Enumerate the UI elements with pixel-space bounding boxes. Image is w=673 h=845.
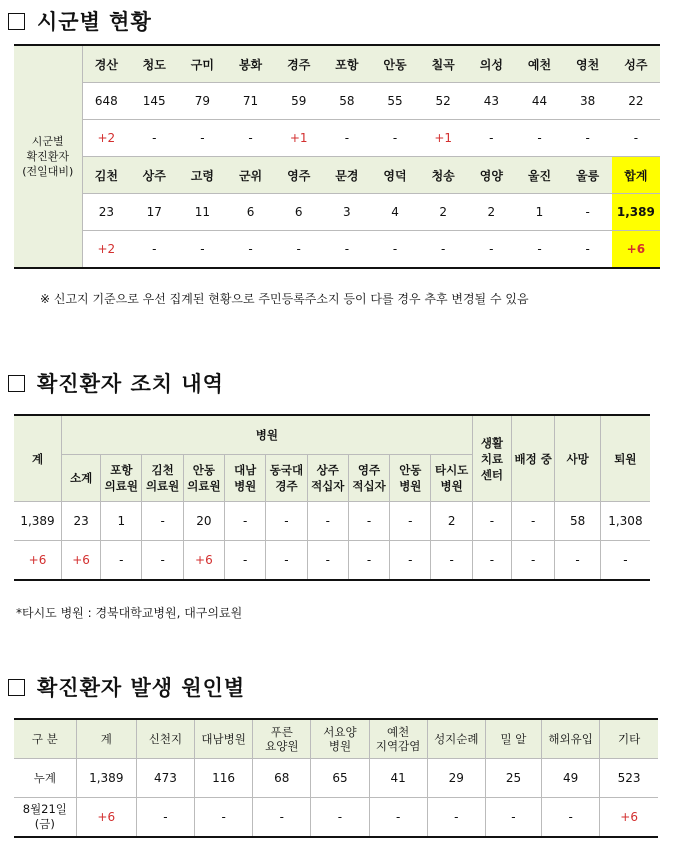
data-cell: - xyxy=(600,541,650,581)
city-count-cell: 55 xyxy=(371,83,419,120)
checkbox-square-icon xyxy=(8,13,25,30)
table-row xyxy=(14,83,660,120)
patient-measures-table xyxy=(14,414,650,581)
header-cell: 신천지 xyxy=(136,719,194,759)
city-count-cell: 52 xyxy=(419,83,467,120)
header-total: 계 xyxy=(14,415,61,502)
city-count-cell: 1 xyxy=(515,194,563,231)
table-row xyxy=(14,157,660,194)
city-count-cell: 145 xyxy=(130,83,178,120)
city-name-cell: 울진 xyxy=(515,157,563,194)
data-cell: - xyxy=(512,502,555,541)
city-change-cell: +6 xyxy=(612,231,660,269)
data-cell: 1,389 xyxy=(76,759,136,798)
data-cell: - xyxy=(311,798,369,838)
city-name-cell: 김천 xyxy=(82,157,130,194)
header-hospital-sub: 안동 병원 xyxy=(390,455,431,502)
data-cell: +6 xyxy=(76,798,136,838)
data-cell: - xyxy=(307,502,348,541)
city-name-cell: 영천 xyxy=(564,45,612,83)
header-hospital-sub: 대남 병원 xyxy=(225,455,266,502)
header-cell: 예천 지역감염 xyxy=(369,719,427,759)
city-count-cell: 11 xyxy=(178,194,226,231)
city-count-cell: 2 xyxy=(419,194,467,231)
header-hospital-sub: 상주 적십자 xyxy=(307,455,348,502)
data-cell: - xyxy=(390,541,431,581)
city-change-cell: - xyxy=(371,231,419,269)
data-cell: - xyxy=(369,798,427,838)
city-name-cell: 고령 xyxy=(178,157,226,194)
city-name-cell: 영양 xyxy=(467,157,515,194)
city-count-cell: 43 xyxy=(467,83,515,120)
data-cell: 58 xyxy=(555,502,600,541)
city-count-cell: 17 xyxy=(130,194,178,231)
city-count-cell: 4 xyxy=(371,194,419,231)
city-name-cell: 군위 xyxy=(226,157,274,194)
city-name-cell: 포항 xyxy=(323,45,371,83)
city-change-cell: - xyxy=(178,231,226,269)
data-cell: - xyxy=(195,798,253,838)
data-cell: - xyxy=(266,502,307,541)
header-cell: 밀 알 xyxy=(485,719,541,759)
city-change-cell: - xyxy=(323,120,371,157)
city-change-cell: - xyxy=(564,231,612,269)
city-count-cell: 6 xyxy=(226,194,274,231)
city-change-cell: - xyxy=(515,231,563,269)
city-name-cell: 칠곡 xyxy=(419,45,467,83)
data-cell: 49 xyxy=(542,759,600,798)
table-row xyxy=(14,231,660,269)
city-change-cell: +2 xyxy=(82,231,130,269)
city-name-cell: 봉화 xyxy=(226,45,274,83)
section1-note: ※ 신고지 기준으로 우선 집계된 현황으로 주민등록주소지 등이 다를 경우 추후 변경될 수 있음 xyxy=(40,292,529,306)
city-name-cell: 영주 xyxy=(275,157,323,194)
data-cell: - xyxy=(472,502,511,541)
city-name-cell: 청송 xyxy=(419,157,467,194)
section2-title: 확진환자 조치 내역 xyxy=(8,368,224,398)
section1-title: 시군별 현황 xyxy=(8,6,152,36)
data-cell: - xyxy=(225,541,266,581)
header-cell: 서요양 병원 xyxy=(311,719,369,759)
city-change-cell: - xyxy=(226,120,274,157)
row-label-cell: 누계 xyxy=(14,759,76,798)
city-count-cell: 59 xyxy=(275,83,323,120)
header-row xyxy=(14,415,650,455)
city-name-cell: 청도 xyxy=(130,45,178,83)
data-cell: 116 xyxy=(195,759,253,798)
data-cell: - xyxy=(253,798,311,838)
table-row xyxy=(14,45,660,83)
data-cell: - xyxy=(542,798,600,838)
city-count-cell: 44 xyxy=(515,83,563,120)
city-change-cell: - xyxy=(130,120,178,157)
header-hospital-sub: 포항 의료원 xyxy=(101,455,142,502)
data-cell: - xyxy=(266,541,307,581)
data-cell: - xyxy=(348,541,389,581)
city-change-cell: - xyxy=(226,231,274,269)
city-change-cell: - xyxy=(323,231,371,269)
city-change-cell: - xyxy=(467,120,515,157)
header-cell: 성지순례 xyxy=(427,719,485,759)
data-cell: - xyxy=(142,541,183,581)
data-cell: - xyxy=(225,502,266,541)
table-row xyxy=(14,759,658,798)
city-name-cell: 안동 xyxy=(371,45,419,83)
data-cell: 41 xyxy=(369,759,427,798)
city-count-cell: 79 xyxy=(178,83,226,120)
data-cell: 473 xyxy=(136,759,194,798)
city-change-cell: +2 xyxy=(82,120,130,157)
city-name-cell: 성주 xyxy=(612,45,660,83)
data-cell: +6 xyxy=(14,541,61,581)
city-count-cell: 71 xyxy=(226,83,274,120)
city-name-cell: 문경 xyxy=(323,157,371,194)
city-count-cell: 38 xyxy=(564,83,612,120)
side-label: 시군별 확진환자 (전일대비) xyxy=(14,45,82,268)
city-count-cell: 22 xyxy=(612,83,660,120)
city-change-cell: - xyxy=(564,120,612,157)
header-discharge: 퇴원 xyxy=(600,415,650,502)
city-change-cell: - xyxy=(371,120,419,157)
data-cell: 2 xyxy=(431,502,472,541)
city-status-table xyxy=(14,44,660,269)
data-cell: 1 xyxy=(101,502,142,541)
city-change-cell: - xyxy=(130,231,178,269)
table-row xyxy=(14,798,658,838)
section2-note: *타시도 병원 : 경북대학교병원, 대구의료원 xyxy=(16,606,243,620)
city-change-cell: - xyxy=(419,231,467,269)
header-hospital-sub: 안동 의료원 xyxy=(183,455,224,502)
data-cell: - xyxy=(472,541,511,581)
header-hospital-sub: 타시도 병원 xyxy=(431,455,472,502)
data-cell: +6 xyxy=(600,798,658,838)
header-cell: 해외유입 xyxy=(542,719,600,759)
table-row xyxy=(14,194,660,231)
header-death: 사망 xyxy=(555,415,600,502)
data-cell: - xyxy=(485,798,541,838)
header-cell: 계 xyxy=(76,719,136,759)
data-cell: - xyxy=(142,502,183,541)
city-name-cell: 울릉 xyxy=(564,157,612,194)
data-cell: - xyxy=(348,502,389,541)
data-cell: 20 xyxy=(183,502,224,541)
data-cell: 25 xyxy=(485,759,541,798)
city-count-cell: 58 xyxy=(323,83,371,120)
data-cell: - xyxy=(390,502,431,541)
city-change-cell: - xyxy=(612,120,660,157)
infection-cause-table xyxy=(14,718,658,838)
header-cell: 대남병원 xyxy=(195,719,253,759)
data-cell: +6 xyxy=(183,541,224,581)
table-row xyxy=(14,502,650,541)
data-cell: 65 xyxy=(311,759,369,798)
city-name-cell: 합계 xyxy=(612,157,660,194)
city-name-cell: 의성 xyxy=(467,45,515,83)
header-hospital: 병원 xyxy=(61,415,472,455)
data-cell: - xyxy=(136,798,194,838)
header-cell: 기타 xyxy=(600,719,658,759)
header-pending: 배정 중 xyxy=(512,415,555,502)
checkbox-square-icon xyxy=(8,375,25,392)
city-count-cell: 23 xyxy=(82,194,130,231)
city-name-cell: 경산 xyxy=(82,45,130,83)
city-count-cell: - xyxy=(564,194,612,231)
header-center: 생활 치료 센터 xyxy=(472,415,511,502)
data-cell: 1,308 xyxy=(600,502,650,541)
data-cell: - xyxy=(307,541,348,581)
city-name-cell: 예천 xyxy=(515,45,563,83)
data-cell: - xyxy=(101,541,142,581)
data-cell: +6 xyxy=(61,541,100,581)
data-cell: 29 xyxy=(427,759,485,798)
city-count-cell: 3 xyxy=(323,194,371,231)
header-hospital-sub: 영주 적십자 xyxy=(348,455,389,502)
data-cell: 523 xyxy=(600,759,658,798)
city-count-cell: 2 xyxy=(467,194,515,231)
data-cell: 23 xyxy=(61,502,100,541)
header-hospital-sub: 소계 xyxy=(61,455,100,502)
header-hospital-sub: 김천 의료원 xyxy=(142,455,183,502)
city-name-cell: 상주 xyxy=(130,157,178,194)
city-change-cell: +1 xyxy=(419,120,467,157)
table-row xyxy=(14,541,650,581)
data-cell: 68 xyxy=(253,759,311,798)
header-hospital-sub: 동국대 경주 xyxy=(266,455,307,502)
checkbox-square-icon xyxy=(8,679,25,696)
data-cell: 1,389 xyxy=(14,502,61,541)
row-label-cell: 8월21일 (금) xyxy=(14,798,76,838)
city-name-cell: 영덕 xyxy=(371,157,419,194)
data-cell: - xyxy=(555,541,600,581)
data-cell: - xyxy=(512,541,555,581)
data-cell: - xyxy=(431,541,472,581)
city-name-cell: 경주 xyxy=(275,45,323,83)
table-row xyxy=(14,120,660,157)
city-count-cell: 648 xyxy=(82,83,130,120)
section3-title: 확진환자 발생 원인별 xyxy=(8,672,245,702)
city-name-cell: 구미 xyxy=(178,45,226,83)
header-cell: 푸른 요양원 xyxy=(253,719,311,759)
city-count-cell: 1,389 xyxy=(612,194,660,231)
header-row xyxy=(14,719,658,759)
city-change-cell: - xyxy=(467,231,515,269)
city-change-cell: - xyxy=(515,120,563,157)
city-count-cell: 6 xyxy=(275,194,323,231)
header-cell: 구 분 xyxy=(14,719,76,759)
data-cell: - xyxy=(427,798,485,838)
city-change-cell: - xyxy=(275,231,323,269)
city-change-cell: - xyxy=(178,120,226,157)
city-change-cell: +1 xyxy=(275,120,323,157)
